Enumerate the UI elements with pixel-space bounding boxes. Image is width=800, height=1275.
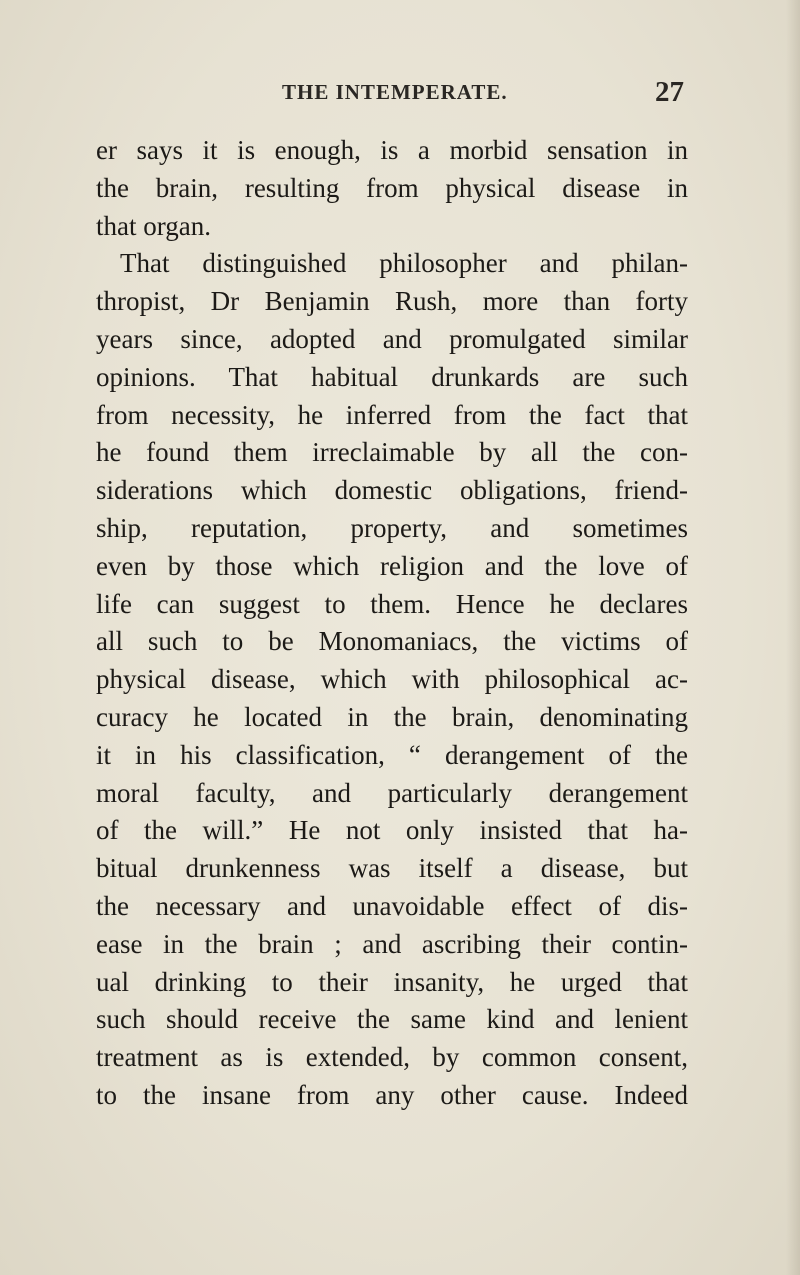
text-line: ual drinking to their insanity, he urged that [96,966,688,997]
text-line: all such to be Monomaniacs, the victims of [96,626,688,657]
text-line: that organ. [96,210,211,241]
body-text [96,132,688,1115]
text-line: opinions. That habitual drunkards are such [96,361,688,392]
text-line: the brain, resulting from physical disease in [96,172,688,203]
text-line: even by those which religion and the love of [96,550,688,581]
text-line: bitual drunkenness was itself a disease, but [96,853,688,884]
text-line: life can suggest to them. Hence he declares [96,588,688,619]
text-line: he found them irreclaimable by all the con- [96,437,688,468]
page-edge-shadow [786,0,800,1275]
text-line: moral faculty, and particularly derangement [96,777,688,808]
text-line: to the insane from any other cause. Indeed [96,1079,688,1110]
text-line: physical disease, which with philosophical ac- [96,664,688,695]
text-line: it in his classification, “ derangement of the [96,739,688,770]
text-line: of the will.” He not only insisted that ha- [96,815,688,846]
text-line: ship, reputation, property, and sometimes [96,512,688,543]
text-line: thropist, Dr Benjamin Rush, more than forty [96,286,688,317]
text-line: ease in the brain ; and ascribing their contin- [96,928,688,959]
text-line: That distinguished philosopher and philan- [120,248,688,279]
text-line: from necessity, he inferred from the fact that [96,399,688,430]
text-line: er says it is enough, is a morbid sensation in [96,135,688,165]
text-line: years since, adopted and promulgated similar [96,323,688,354]
text-line: siderations which domestic obligations, friend- [96,475,688,506]
running-head [96,76,684,110]
text-line: curacy he located in the brain, denominating [96,701,688,732]
text-line: the necessary and unavoidable effect of dis- [96,890,688,921]
running-title: THE INTEMPERATE. [282,80,508,104]
text-line: treatment as is extended, by common consent, [96,1042,688,1073]
page-number: 27 [655,76,684,108]
text-line: such should receive the same kind and lenient [96,1004,688,1035]
